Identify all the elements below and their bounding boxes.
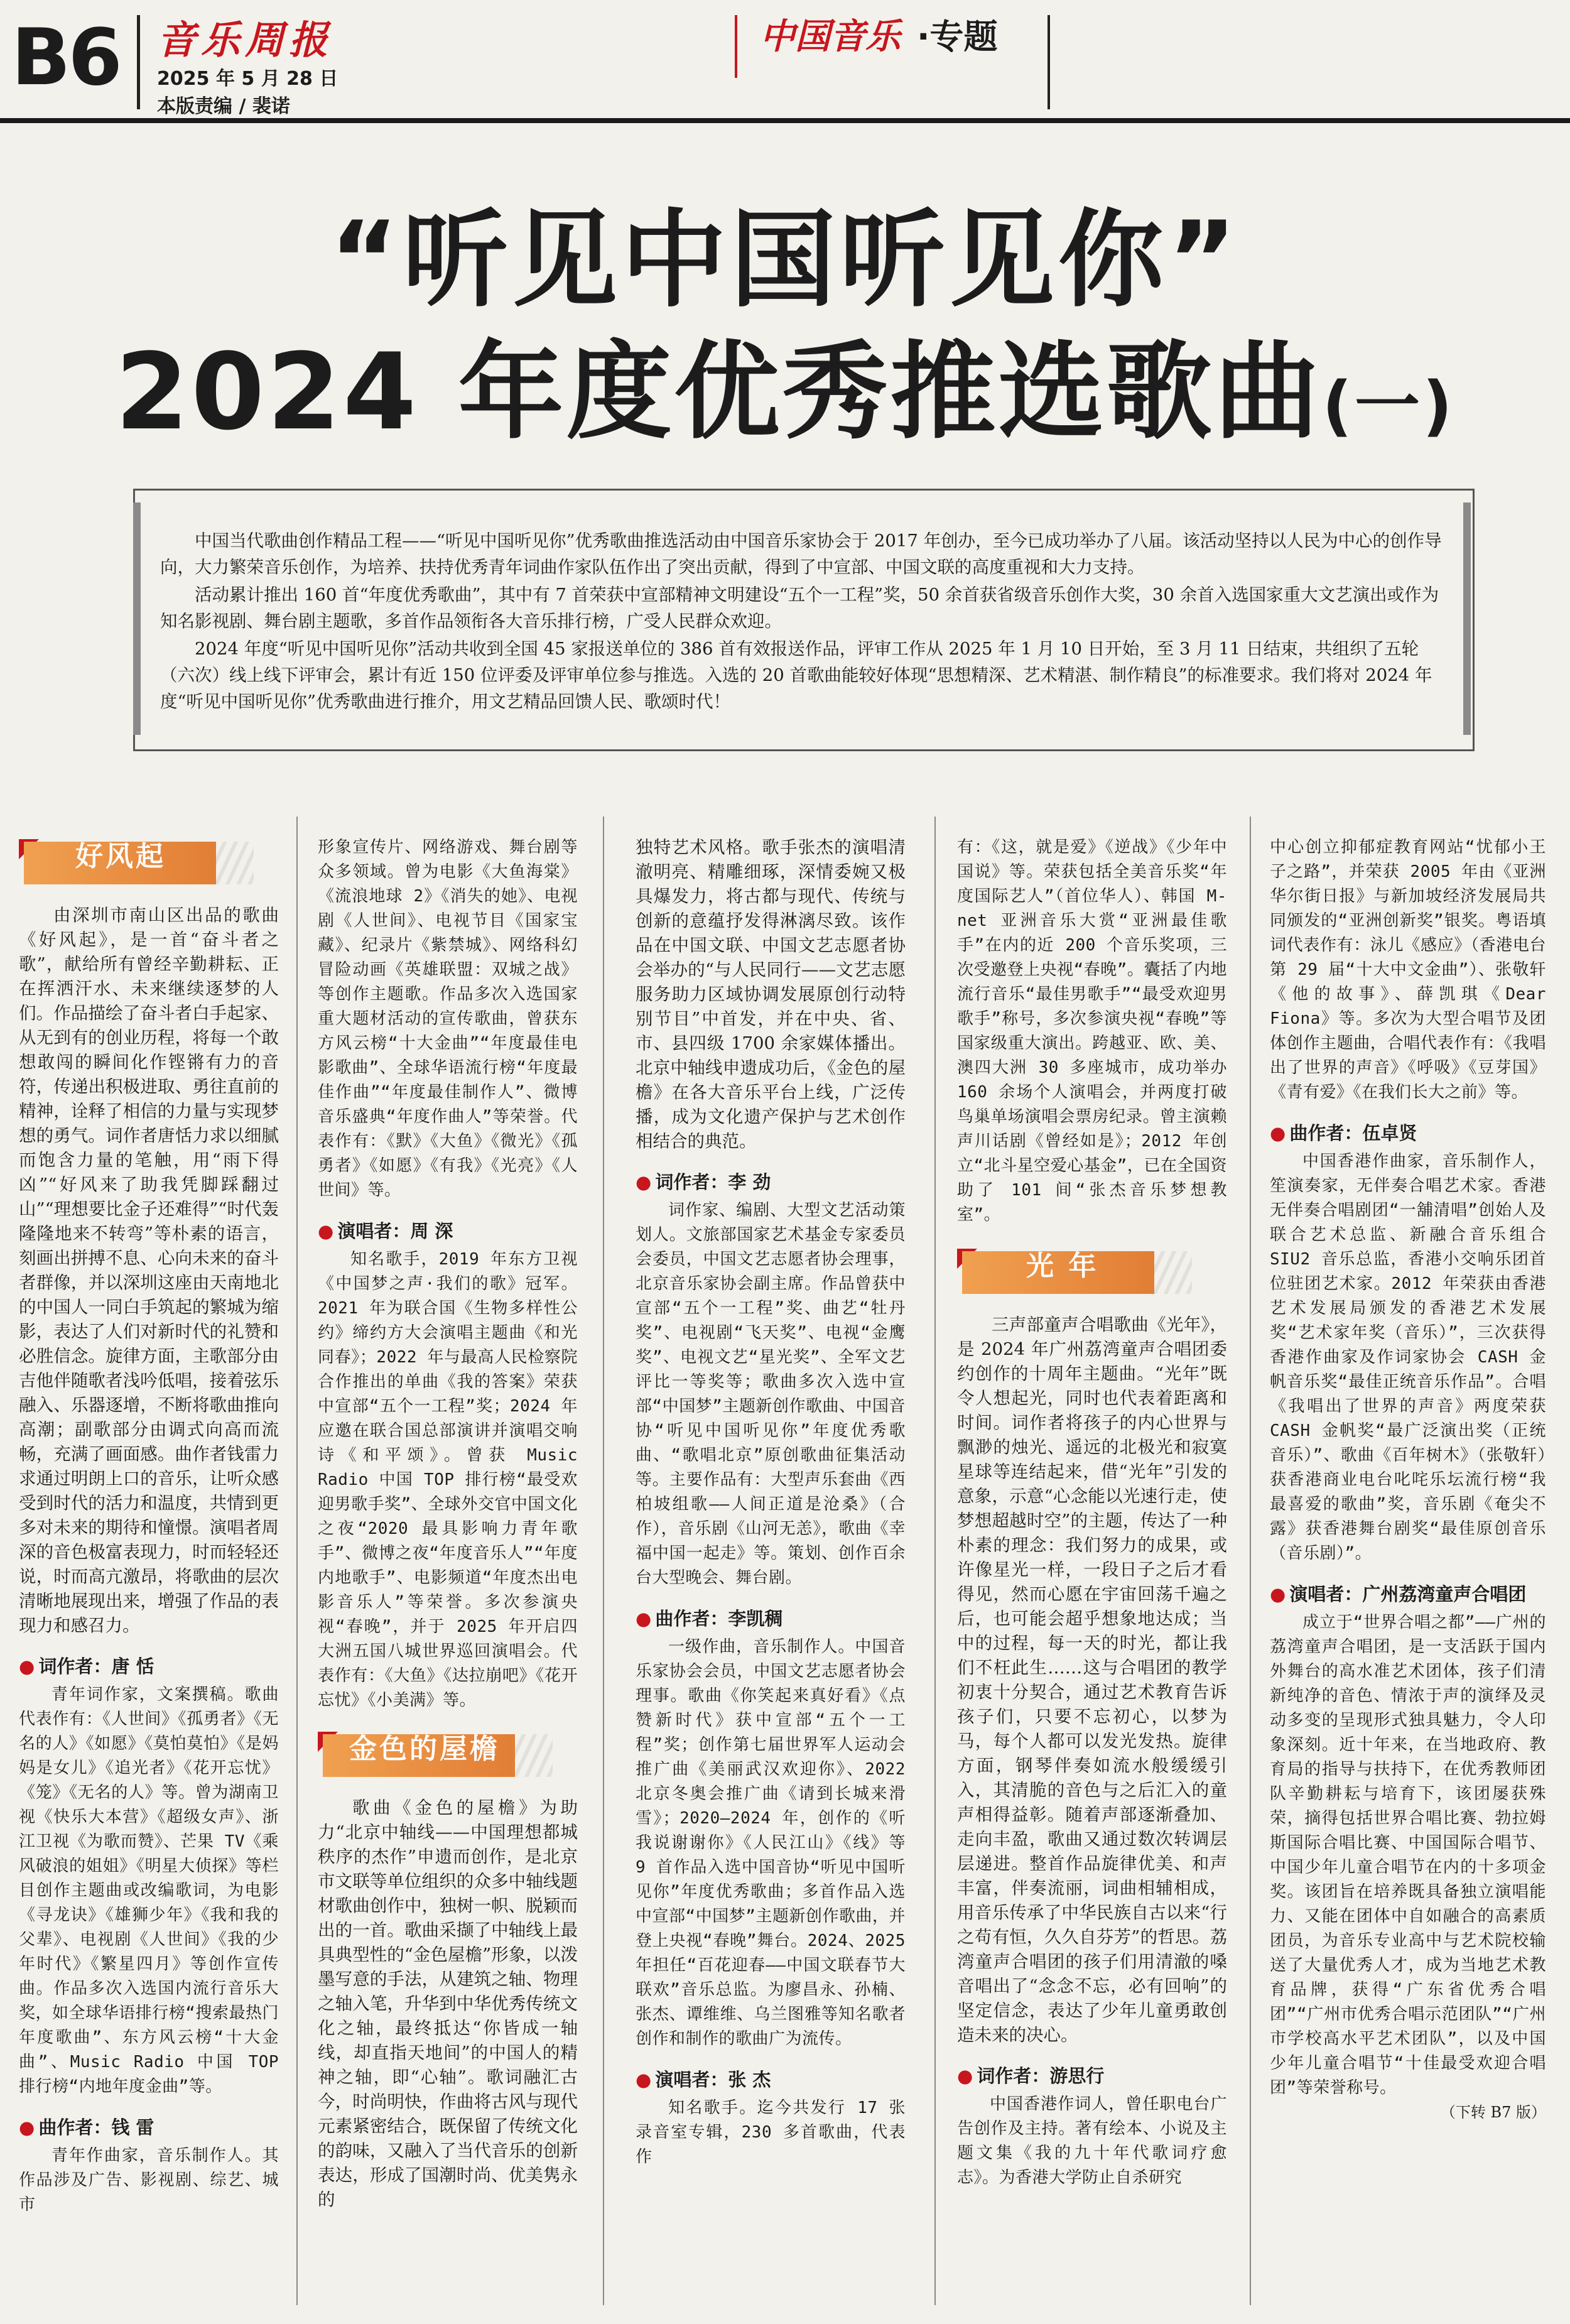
credit-bio: 青年作曲家，音乐制作人。其作品涉及广告、影视剧、综艺、城市: [19, 2146, 279, 2214]
credit-singer: ● 演唱者：张 杰: [636, 2069, 771, 2090]
column-rule: [296, 817, 298, 2305]
section-header-light-year: 光 年: [957, 1249, 1227, 1296]
column-2: [318, 835, 578, 2212]
column-rule: [603, 817, 604, 2305]
credit-singer: ● 演唱者：广州荔湾童声合唱团: [1270, 1583, 1527, 1605]
continued-note: （下转 B7 版）: [1440, 2104, 1546, 2121]
column-rule: [934, 817, 936, 2305]
section-header-haofengqi: 好风起: [19, 839, 279, 887]
intro-paragraph: 活动累计推出 160 首“年度优秀歌曲”，其中有 7 首荣获中宣部精神文明建设“五个一工程”奖，50 余首获省级音乐创作大奖，30 余首入选国家重大文艺演出或作为知名影视剧、舞台剧主题歌，多首作品领衔各大音乐排行榜，广受人民群众欢迎。: [160, 585, 1439, 631]
credit-bio: 知名歌手。迄今共发行 17 张录音室专辑，230 多首歌曲，代表作: [636, 2099, 906, 2166]
credit-bio: 中国香港作词人，曾任职电台广告创作及主持。著有绘本、小说及主题文集《我的九十年代歌词疗愈志》。为香港大学防止自杀研究: [957, 2095, 1227, 2187]
header-divider: [137, 15, 140, 109]
credit-lyricist: ● 词作者：李 劲: [636, 1171, 771, 1193]
headline-line-1: “听见中国听见你”: [329, 198, 1241, 322]
credit-bio: 有：《这，就是爱》《逆战》《少年中国说》等。荣获包括全美音乐奖“年度国际艺人”（首位华人）、韩国 M-net 亚洲音乐大赏“亚洲最佳歌手”在内的近 200 个音乐奖项，三次受邀登上央视“春晚”。囊括了内地流行音乐“最佳男歌手”“最受欢迎男歌手”称号，多次参演央视“春晚”等国家级重大演出。跨越亚、欧、美、澳四大洲 30 多座城市，成功举办 160 余场个人演唱会，并两度打破鸟巢单场演唱会票房纪录。曾主演赖声川话剧《曾经如是》；2012 年创立“北斗星空爱心基金”，已在全国资助了 101 间“张杰音乐梦想教室”。: [957, 838, 1227, 1224]
column-rule: [1250, 817, 1251, 2305]
page-number: B6: [11, 13, 120, 103]
issue-date: 2025 年 5 月 28 日: [157, 68, 338, 90]
article-body: 独特艺术风格。歌手张杰的演唱清澈明亮、精雕细琢，深情委婉又极具爆发力，将古都与现代、传统与创新的意蕴抒发得淋漓尽致。该作品在中国文联、中国文艺志愿者协会举办的“与人民同行——文艺志愿服务助力区域协调发展原创行动特别节目”中首发，并在中央、省、市、县四级 1700 余家媒体播出。北京中轴线申遗成功后，《金色的屋檐》在各大音乐平台上线，广泛传播，成为文化遗产保护与艺术创作相结合的典范。: [636, 837, 906, 1151]
article-body: 三声部童声合唱歌曲《光年》，是 2024 年广州荔湾童声合唱团委约创作的十周年主题曲。“光年”既令人想起光，同时也代表着距离和时间。词作者将孩子的内心世界与飘渺的烛光、遥远的北极光和寂寞星球等连结起来，借“光年”引发的意象，示意“心念能以光速行走，使梦想超越时空”的主题，传达了一种朴素的理念：我们努力的成果，或许像星光一样，一段日子之后才看得见，然而心愿在宇宙回荡千遍之后，也可能会超乎想象地达成；当中的过程，每一天的时光，都让我们不枉此生……这与合唱团的教学初衷十分契合，通过艺术教育告诉孩子们，只要不忘初心，以梦为马，每个人都可以发光发热。旋律方面，钢琴伴奏如流水般缓缓引入，其清脆的音色与之后汇入的童声相得益彰。随着声部逐渐叠加、走向丰盈，歌曲又通过数次转调层层递进。整首作品旋律优美、和声丰富，伴奏流丽，词曲相辅相成，用音乐传承了中华民族自古以来“行之苟有恒，久久自芬芳”的哲思。荔湾童声合唱团的孩子们用清澈的嗓音唱出了“念念不忘，必有回响”的坚定信念，表达了少年儿童勇敢创造未来的决心。: [957, 1315, 1227, 2045]
article-body: 歌曲《金色的屋檐》为助力“北京中轴线——中国理想都城秩序的杰作”申遗而创作，是北京市文联等单位组织的众多中轴线题材歌曲创作中，独树一帜、脱颖而出的一首。歌曲采撷了中轴线上最具典型性的“金色屋檐”形象，以泼墨写意的手法，从建筑之轴、物理之轴入笔，升华到中华优秀传统文化之轴，最终抵达“你皆成一轴线，却直指天地间”的中国人的精神之轴，即“心轴”。歌词融汇古今，时尚明快，作曲将古风与现代元素紧密结合，既保留了传统文化的韵味，又融入了当代音乐的创新表达，形成了国潮时尚、优美隽永的: [318, 1798, 578, 2210]
credit-bio: 一级作曲，音乐制作人。中国音乐家协会会员，中国文艺志愿者协会理事。歌曲《你笑起来真好看》《点赞新时代》获中宣部“五个一工程”奖；创作第七届世界军人运动会推广曲《美丽武汉欢迎你》、2022 北京冬奥会推广曲《请到长城来滑雪》；2020–2024 年，创作的《听我说谢谢你》《人民江山》《线》等 9 首作品入选中国音协“听见中国听见你”年度优秀歌曲；多首作品入选中宣部“中国梦”主题新创作歌曲，并登上央视“春晚”舞台。2024、2025 年担任“百花迎春——中国文联春节大联欢”音乐总监。为廖昌永、孙楠、张杰、谭维维、乌兰图雅等知名歌者创作和制作的歌曲广为流传。: [636, 1637, 906, 2048]
header-divider: [735, 15, 737, 78]
credit-bio: 中心创立抑郁症教育网站“忧郁小王子之路”，并荣获 2005 年由《亚洲华尔街日报》与新加坡经济发展局共同颁发的“亚洲创新奖”银奖。粤语填词代表作有：泳儿《感应》（香港电台第 29 届“十大中文金曲”）、张敬轩《他的故事》、薛凯琪《Dear Fiona》等。多次为大型合唱节及团体创作主题曲，合唱代表作有：《我唱出了世界的声音》《呼吸》《豆芽国》《青有爱》《在我们长大之前》等。: [1270, 838, 1546, 1102]
credit-bio: 词作家、编剧、大型文艺活动策划人。文旅部国家艺术基金专家委员会委员，中国文艺志愿者协会理事，北京音乐家协会副主席。作品曾获中宣部“五个一工程”奖、曲艺“牡丹奖”、电视剧“飞天奖”、电视“金鹰奖”、电视文艺“星光奖”、全军文艺评比一等奖等；歌曲多次入选中宣部“中国梦”主题新创作歌曲、中国音协“听见中国听见你”年度优秀歌曲、“歌唱北京”原创歌曲征集活动等。主要作品有：大型声乐套曲《西柏坡组歌——人间正道是沧桑》（合作），音乐剧《山河无恙》，歌曲《幸福中国一起走》等。策划、创作百余台大型晚会、舞台剧。: [636, 1201, 906, 1587]
article-body: 由深圳市南山区出品的歌曲《好风起》，是一首“奋斗者之歌”，献给所有曾经辛勤耕耘、正在挥洒汗水、未来继续逐梦的人们。作品描绘了奋斗者白手起家、从无到有的创业历程，将每一个敢想敢闯的瞬间化作铿锵有力的音符，传递出积极进取、勇往直前的精神，诠释了相信的力量与实现梦想的勇气。词作者唐恬力求以细腻而饱含力量的笔触，用“雨下得凶”“好风来了助我凭脚踩翻过山”“理想要比金子还难得”“时代轰隆隆地来不转弯”等朴素的语言，刻画出拼搏不息、心向未来的奋斗者群像，并以深圳这座由天南地北的中国人一同白手筑起的繁城为缩影，表达了人们对新时代的礼赞和必胜信念。旋律方面，主歌部分由吉他伴随歌者浅吟低唱，接着弦乐融入、乐器逐增，不断将歌曲推向高潮；副歌部分由调式向高而流畅，充满了画面感。曲作者钱雷力求通过明朗上口的音乐，让听众感受到时代的活力和温度，共情到更多对未来的期待和憧憬。演唱者周深的音色极富表现力，时而轻轻还说，时而高亢激昂，将歌曲的层次清晰地展现出来，增强了作品的表现力和感召力。: [19, 905, 279, 1636]
headline-line-2: [0, 330, 1570, 453]
credit-singer: ● 演唱者：周 深: [318, 1220, 453, 1242]
credit-bio: 中国香港作曲家，音乐制作人，笙演奏家，无伴奏合唱艺术家。香港无伴奏合唱剧团“一舖清唱”创始人及联合艺术总监、新融合音乐组合 SIU2 音乐总监，香港小交响乐团首位驻团艺术家。2012 年荣获由香港艺术发展局颁发的香港艺术发展奖“艺术家年奖（音乐）”，三次获得香港作曲家及作词家协会 CASH 金帆音乐奖“最佳正统音乐作品”。合唱《我唱出了世界的声音》两度荣获 CASH 金帆奖“最广泛演出奖（正统音乐）”、歌曲《百年树木》（张敬轩）获香港商业电台叱咤乐坛流行榜“我最喜爱的歌曲”奖，音乐剧《奄尖不露》获香港舞台剧奖“最佳原创音乐（音乐剧）”。: [1270, 1152, 1546, 1563]
masthead-logo: 音乐周报: [157, 17, 333, 63]
china-music-logo: 中国音乐: [760, 16, 901, 57]
section-label: ·专题: [917, 17, 998, 57]
column-3: [636, 835, 906, 2169]
intro-text: [160, 528, 1444, 716]
intro-bar-left: [133, 502, 141, 735]
credit-composer: ● 曲作者：李凯稠: [636, 1608, 783, 1629]
headline-year-text: 2024 年度优秀推选歌曲: [115, 330, 1323, 453]
header-rule: [0, 118, 1570, 123]
credit-composer: ● 曲作者：钱 雷: [19, 2117, 154, 2138]
credit-bio: 青年词作家，文案撰稿。歌曲代表作有：《人世间》《孤勇者》《无名的人》《如愿》《莫怕莫怕》《是妈妈是女儿》《追光者》《花开忘忧》《笼》《无名的人》等。曾为湖南卫视《快乐大本营》《超级女声》、浙江卫视《为歌而赞》、芒果 TV《乘风破浪的姐姐》《明星大侦探》等栏目创作主题曲或改编歌词，为电影《寻龙诀》《雄狮少年》《我和我的父辈》、电视剧《人世间》《我的少年时代》《繁星四月》等创作宣传曲。作品多次入选国内流行音乐大奖，如全球华语排行榜“搜索最热门年度歌曲”、东方风云榜“十大金曲”、Music Radio 中国 TOP 排行榜“内地年度金曲”等。: [19, 1685, 279, 2096]
credit-lyricist: ● 词作者：唐 恬: [19, 1656, 154, 1677]
column-4: [957, 835, 1227, 2190]
section-header-golden-eaves: 金色的屋檐: [318, 1732, 578, 1779]
credit-composer: ● 曲作者：伍卓贤: [1270, 1122, 1417, 1144]
page-editor: 本版责编 / 裴诺: [157, 95, 290, 117]
column-5: [1270, 835, 1546, 2125]
intro-paragraph: 中国当代歌曲创作精品工程——“听见中国听见你”优秀歌曲推选活动由中国音乐家协会于 2017 年创办，至今已成功举办了八届。该活动坚持以人民为中心的创作导向，大力繁荣音乐创作，为培养、扶持优秀青年词曲作家队伍作出了突出贡献，得到了中宣部、中国文联的高度重视和大力支持。: [160, 531, 1442, 577]
column-1: [19, 835, 279, 2217]
credit-lyricist: ● 词作者：游思行: [957, 2065, 1105, 2087]
intro-bar-right: [1463, 502, 1471, 735]
credit-bio: 形象宣传片、网络游戏、舞台剧等众多领域。曾为电影《大鱼海棠》《流浪地球 2》《消失的她》、电视剧《人世间》、电视节目《国家宝藏》、纪录片《紫禁城》、网络科幻冒险动画《英雄联盟：双城之战》等创作主题歌。作品多次入选国家重大题材活动的宣传歌曲，曾获东方风云榜“十大金曲”“年度最佳电影歌曲”、全球华语流行榜“年度最佳作曲”“年度最佳制作人”、微博音乐盛典“年度作曲人”等荣誉。代表作有：《默》《大鱼》《微光》《孤勇者》《如愿》《有我》《光亮》《人世间》等。: [318, 838, 578, 1200]
header-divider: [1048, 15, 1050, 109]
intro-paragraph: 2024 年度“听见中国听见你”活动共收到全国 45 家报送单位的 386 首有效报送作品，评审工作从 2025 年 1 月 10 日开始，至 3 月 11 日结束，共组织了五轮（六次）线上线下评审会，累计有近 150 位评委及评审单位参与推选。入选的 20 首歌曲能较好体现“思想精深、艺术精湛、制作精良”的标准要求。我们将对 2024 年度“听见中国听见你”优秀歌曲进行推介，用文艺精品回馈人民、歌颂时代！: [160, 639, 1432, 712]
headline-part-number: (一): [1322, 367, 1455, 444]
credit-bio: 知名歌手，2019 年东方卫视《中国梦之声·我们的歌》冠军。2021 年为联合国《生物多样性公约》缔约方大会演唱主题曲《和光同春》；2022 年与最高人民检察院合作推出的单曲《我的答案》荣获中宣部“五个一工程”奖；2024 年应邀在联合国总部演讲并演唱交响诗《和平颂》。曾获 Music Radio 中国 TOP 排行榜“最受欢迎男歌手奖”、全球外交官中国文化之夜“2020 最具影响力青年歌手”、微博之夜“年度音乐人”“年度内地歌手”、电影频道“年度杰出电影音乐人”等荣誉。多次参演央视“春晚”，并于 2025 年开启四大洲五国八城世界巡回演唱会。代表作有：《大鱼》《达拉崩吧》《花开忘忧》《小美满》等。: [318, 1250, 578, 1710]
credit-bio: 成立于“世界合唱之都”——广州的荔湾童声合唱团，是一支活跃于国内外舞台的高水准艺术团体，孩子们清新纯净的音色、情浓于声的演绎及灵动多变的呈现形式独具魅力，令人印象深刻。近十年来，在当地政府、教育局的指导与扶持下，在优秀教师团队辛勤耕耘与培育下，该团屡获殊荣，摘得包括世界合唱比赛、勃拉姆斯国际合唱比赛、中国国际合唱节、中国少年儿童合唱节在内的十多项金奖。该团旨在培养既具备独立演唱能力、又能在团体中自如融合的高素质团员，为音乐专业高中与艺术院校输送了大量优秀人才，成为当地艺术教育品牌，获得“广东省优秀合唱团”“广州市优秀合唱示范团队”“广州市学校高水平艺术团队”，以及中国少年儿童合唱节“十佳最受欢迎合唱团”等荣誉称号。: [1270, 1613, 1546, 2097]
